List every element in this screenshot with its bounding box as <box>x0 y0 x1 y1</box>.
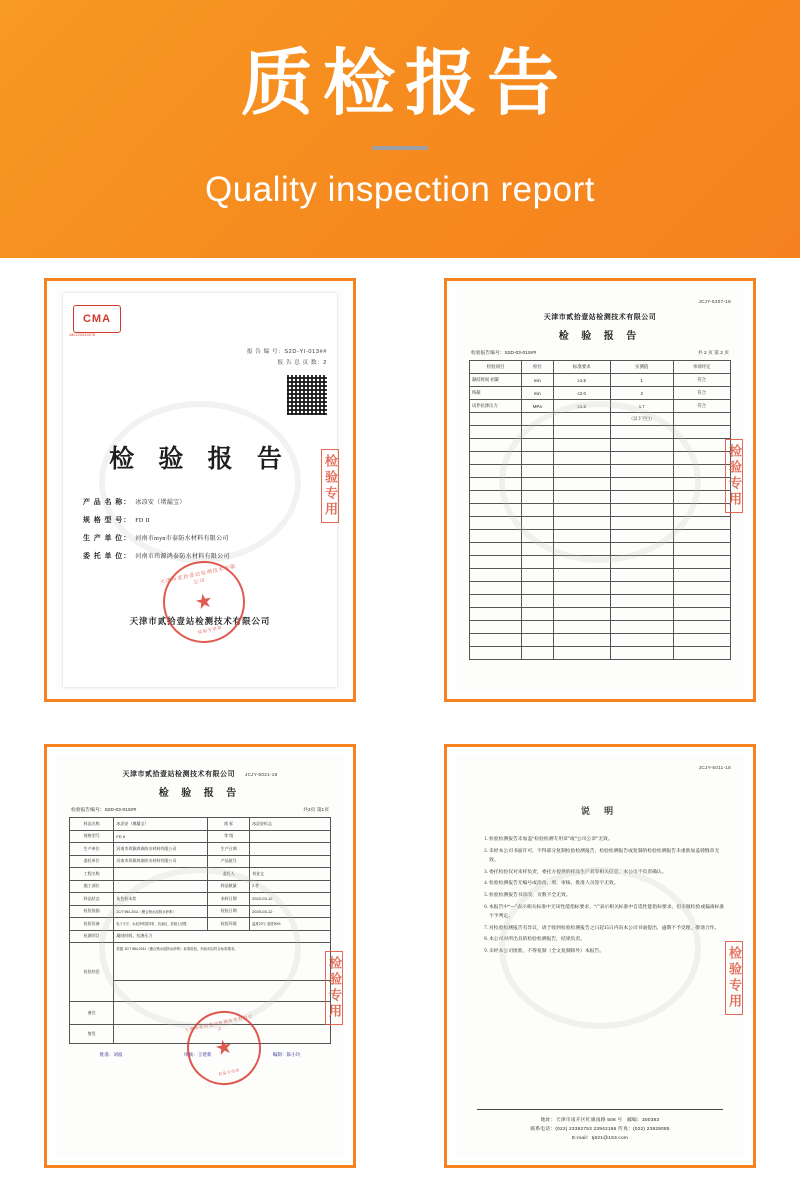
list-item: 4. 检验检测报告无编号或涂改、增、审核、批准人员签字无效。 <box>489 879 725 889</box>
cell-req-2: ≤2.0 <box>553 387 610 400</box>
cell-item-3: 试件抗渗压力 <box>470 400 522 413</box>
table-row <box>470 465 731 478</box>
value-received-date: 2020-03-12 <box>250 893 331 906</box>
certificate-card-notes[interactable] <box>444 744 756 1168</box>
document-page-notes <box>455 755 745 1157</box>
table-row <box>470 439 731 452</box>
value-environment: 温度23℃ 湿度50% <box>250 918 331 931</box>
seal-star-icon: ★ <box>212 1035 236 1061</box>
red-round-seal <box>155 553 252 650</box>
footer-address-line <box>477 1116 723 1125</box>
table-row <box>70 818 331 831</box>
signature-approver: 批准：刘波 <box>99 1052 123 1057</box>
doc-code: JCJY-6021-18 <box>244 772 278 777</box>
col-verdict: 单项评定 <box>673 361 730 374</box>
value-model: FD II <box>114 830 208 843</box>
label-brand: 商 标 <box>208 818 250 831</box>
cell-measured-2: 2 <box>610 387 673 400</box>
table-row <box>70 868 331 881</box>
col-unit: 检位 <box>522 361 553 374</box>
report-pages-label: 报 告 总 页 数： <box>277 359 324 366</box>
label-environment: 检验环境 <box>208 918 250 931</box>
table-row <box>70 905 331 918</box>
document-title: 说 明 <box>580 806 620 816</box>
value-sample-state: 灰色粉末状 <box>114 893 208 906</box>
footer-phone-line <box>477 1125 723 1134</box>
label-issue: 签发 <box>70 1025 114 1044</box>
table-row <box>470 387 731 400</box>
address-value: 天津市南开区红旗南路 508 号 <box>555 1117 623 1123</box>
certificate-card-cover[interactable] <box>44 278 356 702</box>
cell-verdict-2: 符合 <box>673 387 730 400</box>
doc-code: JCJY-6011-18 <box>698 765 731 770</box>
label-part: 施工部位 <box>70 880 114 893</box>
phone-label: 联系电话： <box>530 1126 556 1132</box>
label-project: 工程名称 <box>70 868 114 881</box>
certificate-card-sample-info[interactable] <box>44 744 356 1168</box>
col-item: 检验项目 <box>470 361 522 374</box>
table-row <box>70 930 331 943</box>
page-banner <box>0 0 800 258</box>
email-value: tj621@163.com <box>591 1135 629 1141</box>
document-content-notes <box>455 755 745 1157</box>
report-meta <box>471 349 729 356</box>
certificate-card-results[interactable] <box>444 278 756 702</box>
label-production-date: 生产日期 <box>208 843 250 856</box>
cma-code: 180220040078 <box>69 333 96 337</box>
label-equipment: 检验设备 <box>70 918 114 931</box>
list-item: 9. 未经本公司批准，不得复制（全文复制除外）本报告。 <box>489 947 725 957</box>
email-label: E-mail： <box>571 1135 592 1141</box>
table-row <box>470 582 731 595</box>
value-brand: 冰凉安标志 <box>250 818 331 831</box>
label-sample-name: 样品名称 <box>70 818 114 831</box>
field-product-name: 产 品 名 称： 冰凉安（堵漏宝） <box>83 498 186 506</box>
table-row <box>70 918 331 931</box>
report-no-value: S2D-YI-013## <box>284 349 327 355</box>
table-row <box>470 543 731 556</box>
table-row <box>470 413 731 426</box>
value-conclusion: 依据 JC/T 984-2011《聚合物水泥防水砂浆》标准检验，所检项目符合标准要求。 <box>114 943 331 981</box>
cell-req-3: ≥1.5 <box>553 400 610 413</box>
field-model: 规 格 型 号： FD II <box>83 515 150 524</box>
issuing-organization: 天津市贰拾壹站检测技术有限公司 <box>122 770 235 778</box>
table-row <box>470 478 731 491</box>
table-row <box>470 400 731 413</box>
cell-unit-2: min <box>522 387 553 400</box>
cell-req-1: ≥1.5 <box>553 374 610 387</box>
value-equipment: 电子天平、水泥净浆搅拌机、抗渗仪、混凝土试模 <box>114 918 208 931</box>
label-received-date: 来样日期 <box>208 893 250 906</box>
table-row <box>70 843 331 856</box>
table-row <box>70 855 331 868</box>
value-part <box>114 880 208 893</box>
issuing-organization: 天津市贰拾壹站检测技术有限公司 <box>129 617 271 626</box>
table-row <box>470 634 731 647</box>
seal-top-text: 天津市贰拾壹站检测技术有限公司 <box>183 1013 254 1033</box>
seal-bottom-text: 检验专用章 <box>218 1068 241 1077</box>
page-info: 共2页 第1页 <box>303 808 329 813</box>
banner-divider <box>372 146 428 150</box>
table-row <box>70 830 331 843</box>
signature-author: 编制：陈小玲 <box>272 1052 301 1057</box>
document-content-cover <box>55 289 345 691</box>
list-item: 7. 对检验检测报告有异议，请于收到检验检测报告之日起15日内向本公司书面提出，逾期不予受理，敬请合作。 <box>489 924 725 934</box>
document-page-cover <box>55 289 345 691</box>
postcode-value: 300383 <box>642 1117 660 1123</box>
side-vertical-stamp: 检验专用 <box>725 941 743 1015</box>
col-measured: 实测值 <box>610 361 673 374</box>
list-item: 3. 委托检验仅对来样负责，委托方提供的样品生产者等相关信息，本公司不负责确认。 <box>489 868 725 878</box>
col-requirement: 标准要求 <box>553 361 610 374</box>
list-item: 5. 检验检测报告书涂改、页数不全无效。 <box>489 891 725 901</box>
label-test-date: 检验日期 <box>208 905 250 918</box>
list-item: 6. 本报告中“---”表示相关标准中无该性能指标要求，“/”表示相关标准中自选性能指标要求，但未做检验或偏离标准不予判定。 <box>489 903 725 922</box>
address-label: 地址： <box>540 1117 556 1123</box>
label-sample-state: 样品状态 <box>70 893 114 906</box>
label-test-items: 检测项目 <box>70 930 114 943</box>
document-content-results <box>455 289 745 691</box>
certificate-gallery <box>0 258 800 1198</box>
table-row <box>470 504 731 517</box>
value-grade <box>250 830 331 843</box>
table-row <box>470 426 731 439</box>
cell-measured-3: 1.7 <box>610 400 673 413</box>
table-row <box>470 569 731 582</box>
label-remark: 备注 <box>70 1002 114 1025</box>
value-production-date <box>250 843 331 856</box>
table-row <box>470 608 731 621</box>
table-row <box>470 491 731 504</box>
report-no: 检验报告编号：S2D-03-01S## <box>71 808 137 813</box>
qr-code-icon <box>287 375 327 415</box>
label-model: 规格型号 <box>70 830 114 843</box>
contact-footer <box>477 1109 723 1143</box>
label-manufacturer: 生产单位 <box>70 843 114 856</box>
value-test-date: 2020-03-12 <box>250 905 331 918</box>
value-test-items: 凝结时间、抗渗压力 <box>114 930 331 943</box>
value-client: 河南市玮源鸿泰防水材料有限公司 <box>114 855 208 868</box>
table-row <box>470 452 731 465</box>
label-client: 委托单位 <box>70 855 114 868</box>
value-quantity: 2 件 <box>250 880 331 893</box>
doc-code: JCJY-6307-18 <box>698 299 731 304</box>
signature-reviewer: 审核：王建新 <box>183 1052 212 1057</box>
list-item: 8. 本公司对所出具的检验检测报告，结果负责。 <box>489 935 725 945</box>
field-manufacturer: 生 产 单 位： 河南市myn市泰防水材料有限公司 <box>83 533 229 542</box>
report-no-label: 报 告 编 号： <box>246 349 285 355</box>
sample-info-table <box>69 817 331 1044</box>
banner-subtitle: Quality inspection report <box>205 170 595 209</box>
report-number-block <box>247 347 327 368</box>
document-page-sample-info <box>55 755 345 1157</box>
table-row <box>70 943 331 981</box>
footer-email-line <box>477 1134 723 1143</box>
side-vertical-stamp: 检验专用 <box>725 439 743 513</box>
side-vertical-stamp: 检验专用 <box>325 951 343 1025</box>
label-delegate: 委托人 <box>208 868 250 881</box>
cell-unit-1: min <box>522 374 553 387</box>
table-row <box>470 595 731 608</box>
report-pages-value: 2 <box>323 359 327 366</box>
document-title: 检 验 报 告 <box>109 446 291 473</box>
conclusion-seal-area <box>114 981 331 1002</box>
table-row <box>470 621 731 634</box>
results-table <box>469 360 731 660</box>
cell-verdict-3: 符合 <box>673 400 730 413</box>
postcode-label: 邮编： <box>627 1117 643 1123</box>
list-item: 2. 未经本公司书面许可，不得部分复制检验检测报告，检验检测报告或复制的检验检测报告未重新加盖骑缝章无效。 <box>489 847 725 866</box>
table-row <box>470 374 731 387</box>
banner-title: 质检报告 <box>240 44 569 124</box>
blank-note: （以下空白） <box>610 413 673 426</box>
table-row <box>470 517 731 530</box>
issuing-organization: 天津市贰拾壹站检测技术有限公司 <box>543 313 657 321</box>
seal-bottom-text: 检验专用章 <box>197 624 223 635</box>
cell-measured-1: 1 <box>610 374 673 387</box>
value-standard: JC/T 984-2011《聚合物水泥防水砂浆》 <box>114 905 208 918</box>
cell-item-1: 凝结时间 初凝 <box>470 374 522 387</box>
value-batch <box>250 855 331 868</box>
cell-item-2: 终凝 <box>470 387 522 400</box>
document-title: 检 验 报 告 <box>558 331 642 342</box>
value-delegate: 刘金文 <box>250 868 331 881</box>
document-title: 检 验 报 告 <box>158 788 242 799</box>
value-sample-name: 冰凉安（堵漏宝） <box>114 818 208 831</box>
cell-unit-3: MPa <box>522 400 553 413</box>
label-standard: 检验依据 <box>70 905 114 918</box>
seal-star-icon: ★ <box>192 589 216 615</box>
label-conclusion: 检验结论 <box>70 943 114 1002</box>
seal-top-text: 天津市贰拾壹站检测技术有限公司 <box>159 563 237 586</box>
cell-verdict-1: 符合 <box>673 374 730 387</box>
phone-value: (022) 23382753 23942166 传真：(022) 23929085 <box>555 1126 670 1132</box>
cma-mark: CMA <box>73 305 121 333</box>
table-header-row <box>470 361 731 374</box>
side-vertical-stamp: 检验专用 <box>321 449 339 523</box>
table-row <box>70 893 331 906</box>
label-grade: 等 级 <box>208 830 250 843</box>
page-info: 共 2 页 第 2 页 <box>697 351 729 356</box>
document-page-results <box>455 289 745 691</box>
table-row <box>470 647 731 660</box>
field-client: 委 托 单 位： 河南市玮源鸿泰防水材料有限公司 <box>83 551 230 560</box>
label-quantity: 样品数量 <box>208 880 250 893</box>
table-row <box>470 530 731 543</box>
notes-list <box>475 835 725 957</box>
table-row <box>70 880 331 893</box>
list-item: 1. 检验检测报告未加盖“检验检测专用章”或“公司公章”无效。 <box>489 835 725 845</box>
product-fields <box>83 494 325 565</box>
report-no: 检验报告编号：S2D-03-01S## <box>471 351 537 356</box>
table-row <box>470 556 731 569</box>
value-manufacturer: 河南市玮源鸿泰防水材料有限公司 <box>114 843 208 856</box>
report-meta <box>71 806 329 813</box>
label-batch: 产品批号 <box>208 855 250 868</box>
document-content-sample-info <box>55 755 345 1157</box>
value-project <box>114 868 208 881</box>
